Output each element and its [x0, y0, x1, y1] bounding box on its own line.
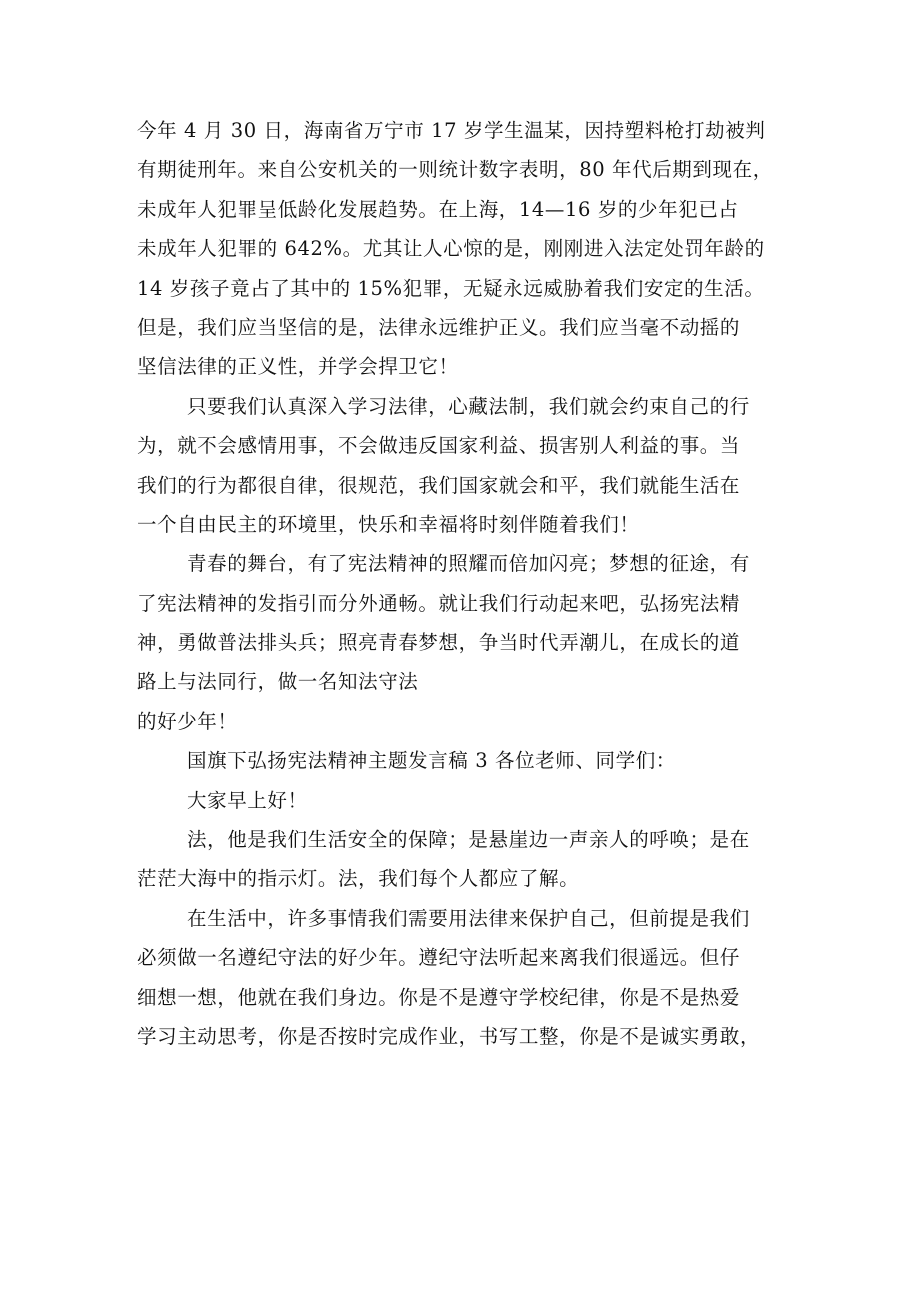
text-line: 14 岁孩子竟占了其中的 15%犯罪，无疑永远威胁着我们安定的生活。 [137, 276, 765, 300]
text-line: 但是，我们应当坚信的是，法律永远维护正义。我们应当毫不动摇的 [137, 315, 741, 339]
text-line: 未成年人犯罪的 642%。尤其让人心惊的是，刚刚进入法定处罚年龄的 [137, 237, 765, 261]
text-line: 学习主动思考，你是否按时完成作业，书写工整，你是不是诚实勇敢， [137, 1024, 761, 1048]
text-line: 一个自由民主的环境里，快乐和幸福将时刻伴随着我们！ [137, 512, 640, 536]
text-line: 大家早上好！ [187, 788, 308, 812]
text-line: 有期徒刑年。来自公安机关的一则统计数字表明，80 年代后期到现在， [137, 158, 773, 182]
text-line: 为，就不会感情用事，不会做违反国家利益、损害别人利益的事。当 [137, 434, 741, 458]
text-line: 必须做一名遵纪守法的好少年。遵纪守法听起来离我们很遥远。但仔 [137, 946, 741, 970]
text-line: 未成年人犯罪呈低龄化发展趋势。在上海，14—16 岁的少年犯已占 [137, 197, 739, 221]
text-line: 国旗下弘扬宪法精神主题发言稿 3 各位老师、同学们： [187, 749, 676, 773]
text-line: 茫茫大海中的指示灯。法，我们每个人都应了解。 [137, 867, 580, 891]
text-line: 青春的舞台，有了宪法精神的照耀而倍加闪亮；梦想的征途，有 [187, 552, 750, 576]
text-line: 路上与法同行，做一名知法守法 [137, 670, 419, 694]
text-line: 我们的行为都很自律，很规范，我们国家就会和平，我们就能生活在 [137, 473, 741, 497]
document-body [137, 111, 797, 1056]
text-line: 在生活中，许多事情我们需要用法律来保护自己，但前提是我们 [187, 906, 750, 930]
text-line: 细想一想，他就在我们身边。你是不是遵守学校纪律，你是不是热爱 [137, 985, 741, 1009]
text-line: 的好少年！ [137, 709, 238, 733]
text-line: 坚信法律的正义性，并学会捍卫它！ [137, 355, 459, 379]
text-line: 只要我们认真深入学习法律，心藏法制，我们就会约束自己的行 [187, 394, 750, 418]
text-line: 今年 4 月 30 日，海南省万宁市 17 岁学生温某，因持塑料枪打劫被判 [137, 119, 766, 142]
text-line: 神，勇做普法排头兵；照亮青春梦想，争当时代弄潮儿，在成长的道 [137, 631, 741, 655]
text-line: 了宪法精神的发指引而分外通畅。就让我们行动起来吧，弘扬宪法精 [137, 591, 741, 615]
text-line: 法，他是我们生活安全的保障；是悬崖边一声亲人的呼唤；是在 [187, 828, 750, 852]
